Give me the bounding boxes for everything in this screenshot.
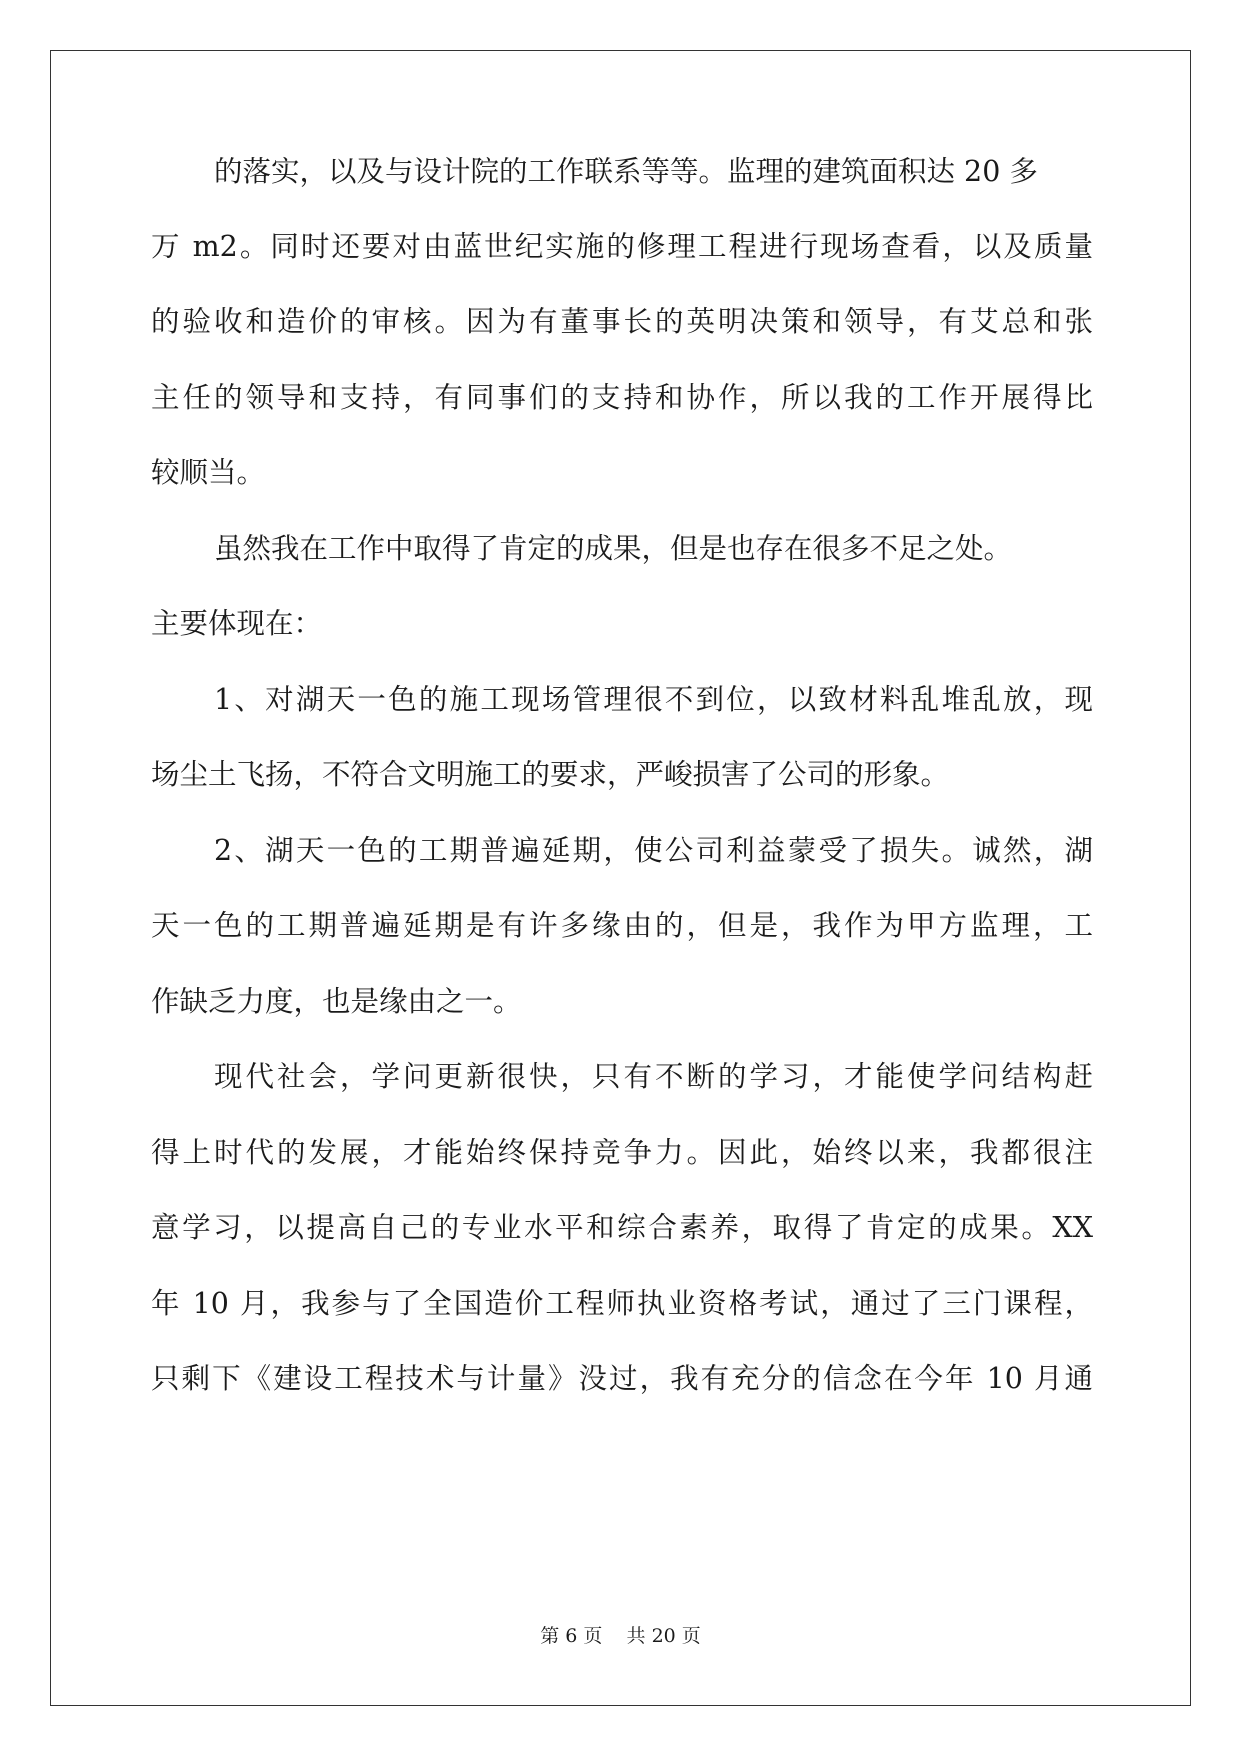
text-line: 得上时代的发展，才能始终保持竞争力。因此，始终以来，我都很注 <box>151 1136 1093 1169</box>
text-line: 2、湖天一色的工期普遍延期，使公司利益蒙受了损失。诚然，湖 <box>214 834 1093 867</box>
text-line: 年 10 月，我参与了全国造价工程师执业资格考试，通过了三门课程， <box>151 1287 1093 1320</box>
text-line: 虽然我在工作中取得了肯定的成果，但是也存在很多不足之处。 <box>214 532 1013 565</box>
text-line: 较顺当。 <box>151 456 266 489</box>
text-line: 万 m2。同时还要对由蓝世纪实施的修理工程进行现场查看，以及质量 <box>151 230 1093 263</box>
text-line: 场尘土飞扬，不符合文明施工的要求，严峻损害了公司的形象。 <box>151 758 950 791</box>
text-line: 只剩下《建设工程技术与计量》没过，我有充分的信念在今年 10 月通 <box>151 1362 1093 1395</box>
text-line: 1、对湖天一色的施工现场管理很不到位，以致材料乱堆乱放，现 <box>214 683 1093 716</box>
text-line: 主任的领导和支持，有同事们的支持和协作，所以我的工作开展得比 <box>151 381 1093 414</box>
text-line: 作缺乏力度，也是缘由之一。 <box>151 985 522 1018</box>
page-border <box>50 50 1191 1706</box>
text-line: 主要体现在： <box>151 607 323 640</box>
page-number-footer: 第 6 页 共 20 页 <box>540 1625 701 1647</box>
text-line: 现代社会，学问更新很快，只有不断的学习，才能使学问结构赶 <box>214 1060 1093 1093</box>
text-line: 意学习，以提高自己的专业水平和综合素养，取得了肯定的成果。XX <box>151 1211 1093 1244</box>
text-line: 的验收和造价的审核。因为有董事长的英明决策和领导，有艾总和张 <box>151 305 1093 338</box>
text-line: 天一色的工期普遍延期是有许多缘由的，但是，我作为甲方监理，工 <box>151 909 1093 942</box>
text-line: 的落实，以及与设计院的工作联系等等。监理的建筑面积达 20 多 <box>214 155 1038 188</box>
